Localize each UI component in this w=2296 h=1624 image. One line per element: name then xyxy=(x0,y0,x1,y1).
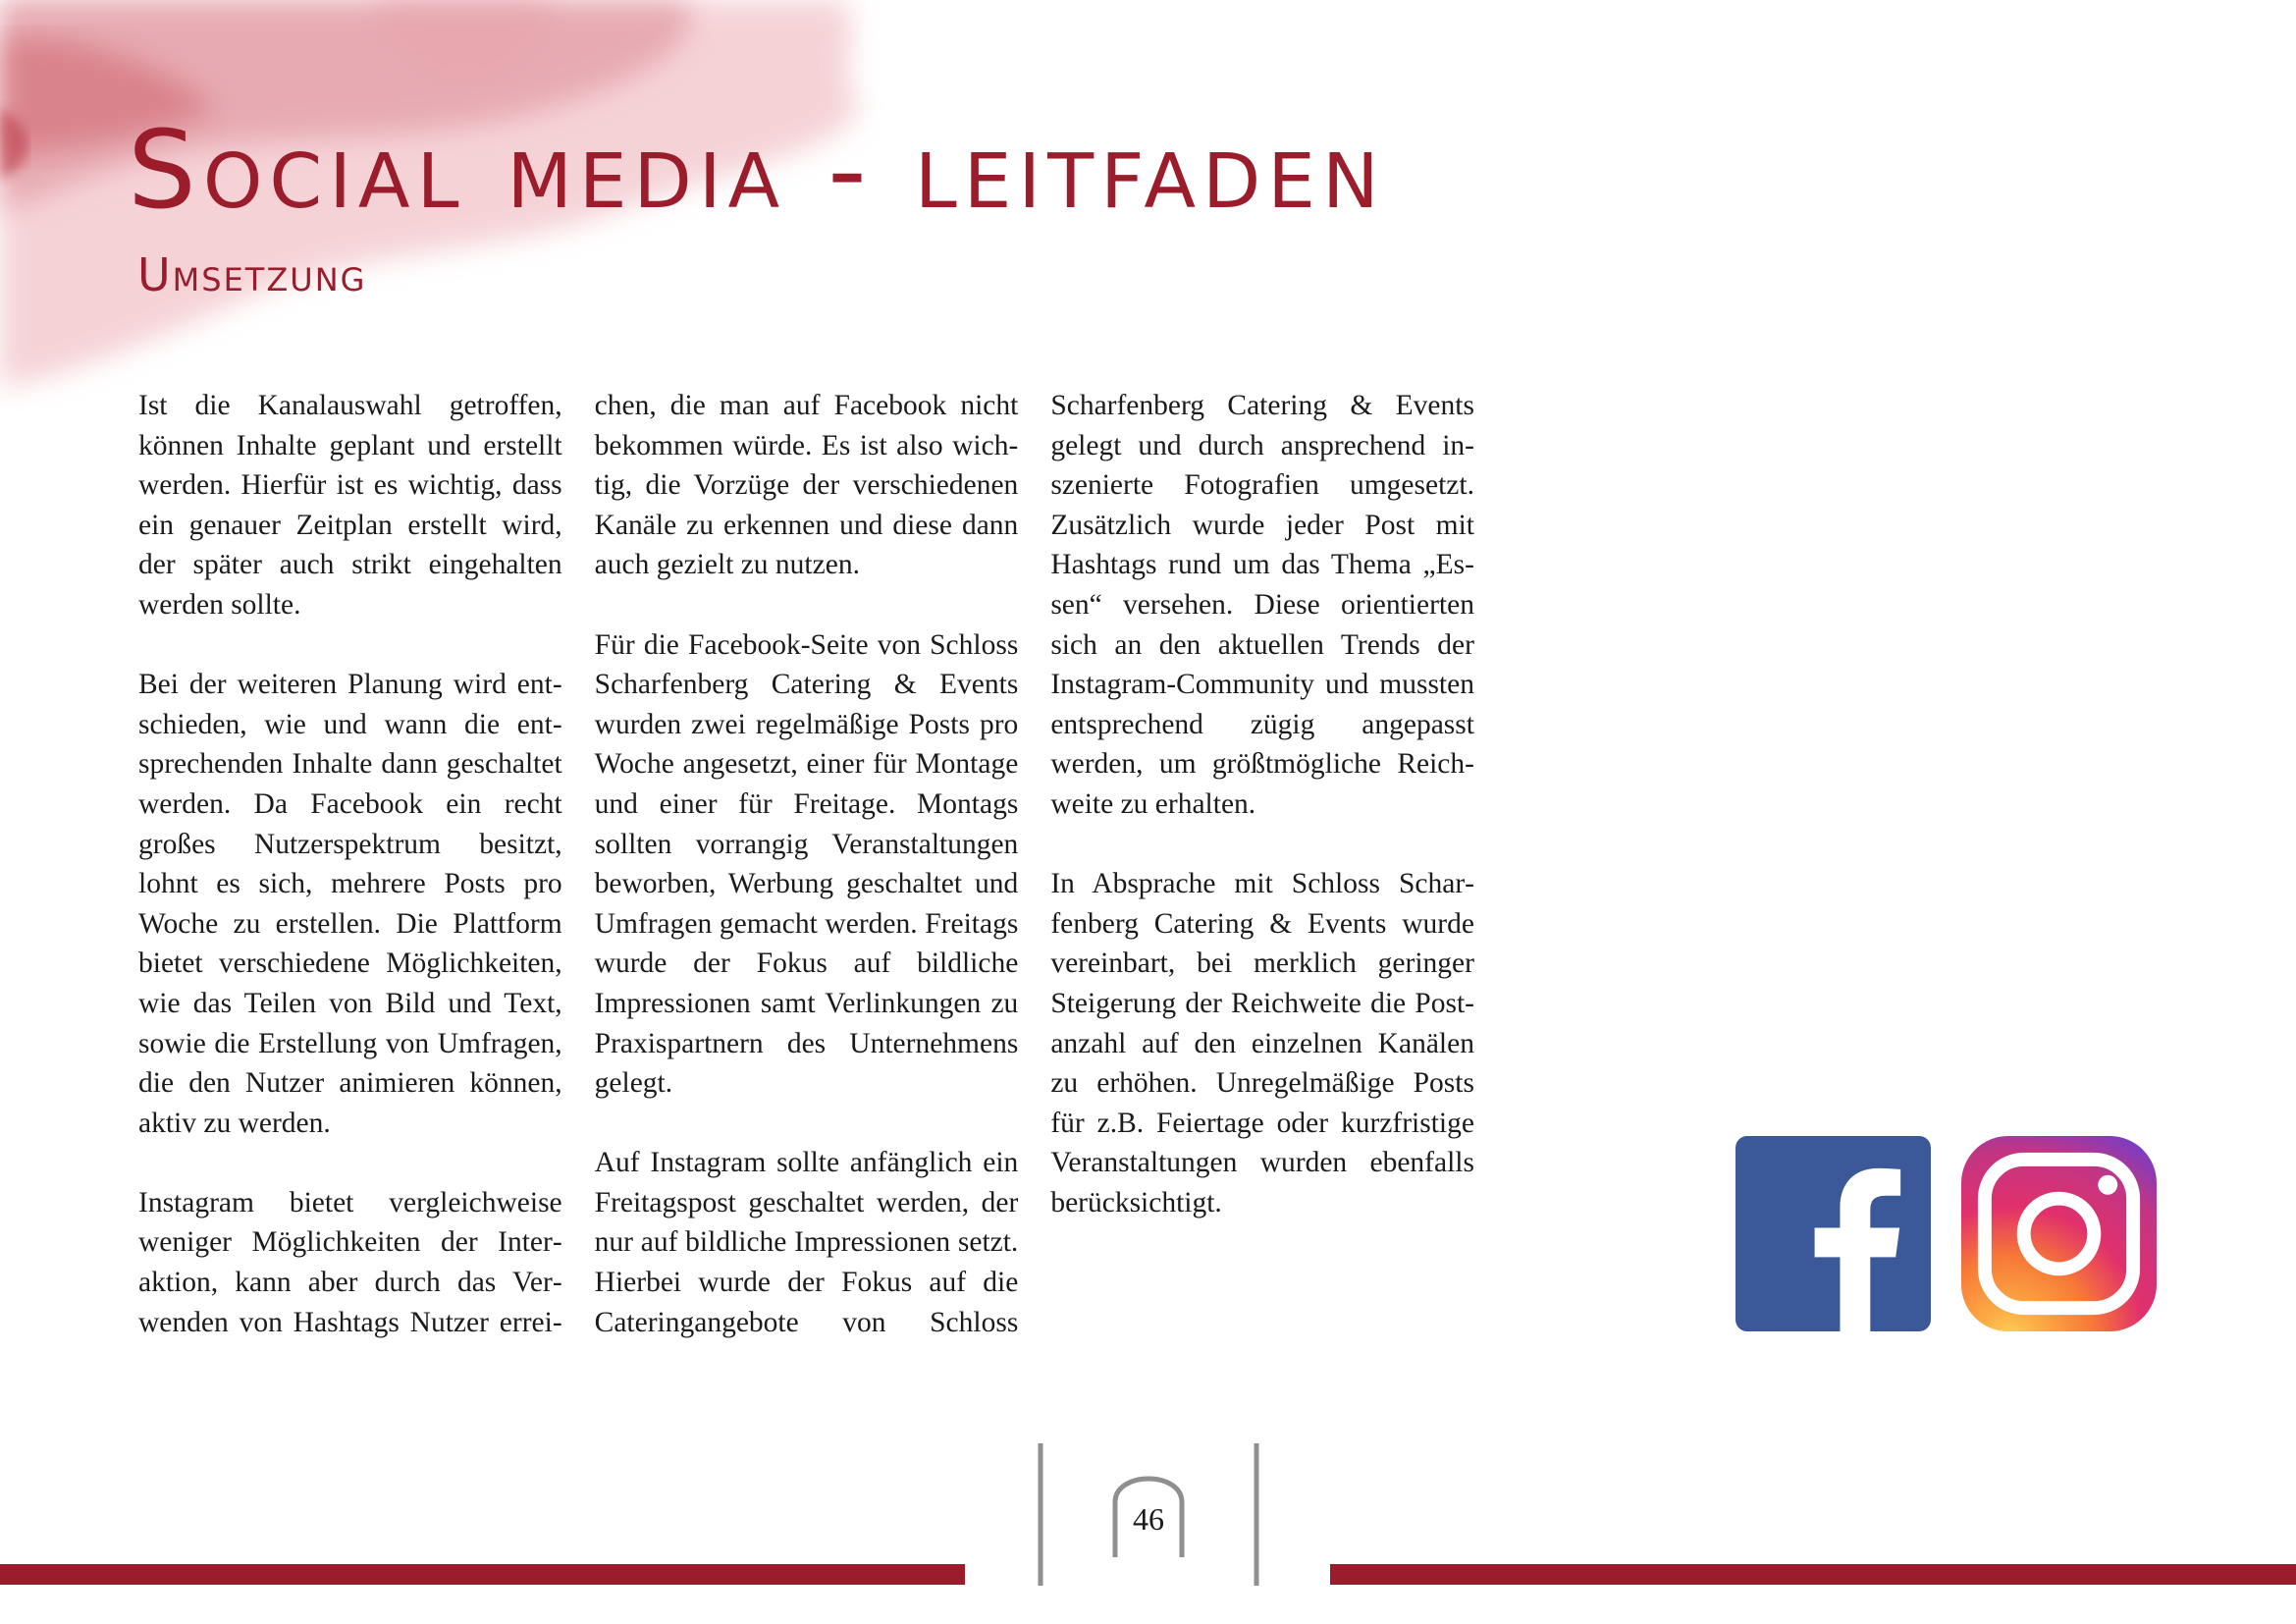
paragraph: In Absprache mit Schloss Scharfenberg Catering & Events wurde vereinbart, bei merklich geringer Steigerung der Reichweite die Postanzahl auf den einzelnen Kanälen zu erhöhen. Unregelmäßige Posts für z.B. Feiertage oder kurzfristige Veranstaltungen wurden ebenfalls berücksichtigt. xyxy=(1050,868,1474,1218)
section-subtitle: Umsetzung xyxy=(137,248,367,301)
footer-bar-right xyxy=(1330,1564,2296,1585)
instagram-icon xyxy=(1961,1136,2157,1331)
paragraph: Für die Facebook-Seite von Schloss Scharfenberg Catering & Events wurden zwei regelmäßige Posts pro Woche angesetzt, einer für Montage und einer für Freitage. Montags sollten vorrangig Veranstaltungen beworben, Werbung geschaltet und Umfragen gemacht werden. Freitags wurde der Fokus auf bildliche Impressionen samt Verlinkungen zu Praxispartnern des Unternehmens gelegt. xyxy=(594,628,1019,1100)
facebook-icon xyxy=(1735,1136,1931,1331)
page-title: Social media - leitfaden xyxy=(128,107,1386,233)
paragraph: Ist die Kanalauswahl getroffen, können Inhalte geplant und erstellt werden. Hierfür ist es wichtig, dass ein genauer Zeitplan erstellt wird, der später auch strikt eingehalten werden sollte. xyxy=(138,390,562,621)
footer-bar-left xyxy=(0,1564,965,1585)
body-text-columns xyxy=(138,386,1474,1348)
paragraph: Auf Instagram sollte anfänglich ein Freitagspost geschaltet werden, der nur auf bildliche Impressionen setzt. Hierbei wurde der Fokus auf die Cateringangebote von Schloss Scharfenberg Catering & Events gelegt und durch ansprechend inszenierte Fotografien umgesetzt. Zusätzlich wurde jeder Post mit Hashtags rund um das Thema „Essen“ versehen. Diese orientierten sich an den aktuellen Trends der Instagram-Community und mussten entsprechend zügig angepasst werden, um größtmögliche Reichweite zu erhalten. xyxy=(594,390,1474,1338)
paragraph: Instagram bietet vergleichweise weniger Möglichkeiten der Interaktion, kann aber durch das Verwenden von Hashtags Nutzer erreichen, die man auf Facebook nicht bekommen würde. Es ist also wichtig, die Vorzüge der verschiedenen Kanäle zu erkennen und diese dann auch gezielt zu nutzen. xyxy=(138,390,1019,1338)
paragraph: Bei der weiteren Planung wird entschieden, wie und wann die entsprechenden Inhalte dann geschaltet werden. Da Facebook ein recht großes Nutzerspektrum besitzt, lohnt es sich, mehrere Posts pro Woche zu erstellen. Die Plattform bietet verschiedene Möglichkeiten, wie das Teilen von Bild und Text, sowie die Erstellung von Umfragen, die den Nutzer animieren können, aktiv zu werden. xyxy=(138,669,562,1139)
page-number: 46 xyxy=(1133,1501,1164,1537)
